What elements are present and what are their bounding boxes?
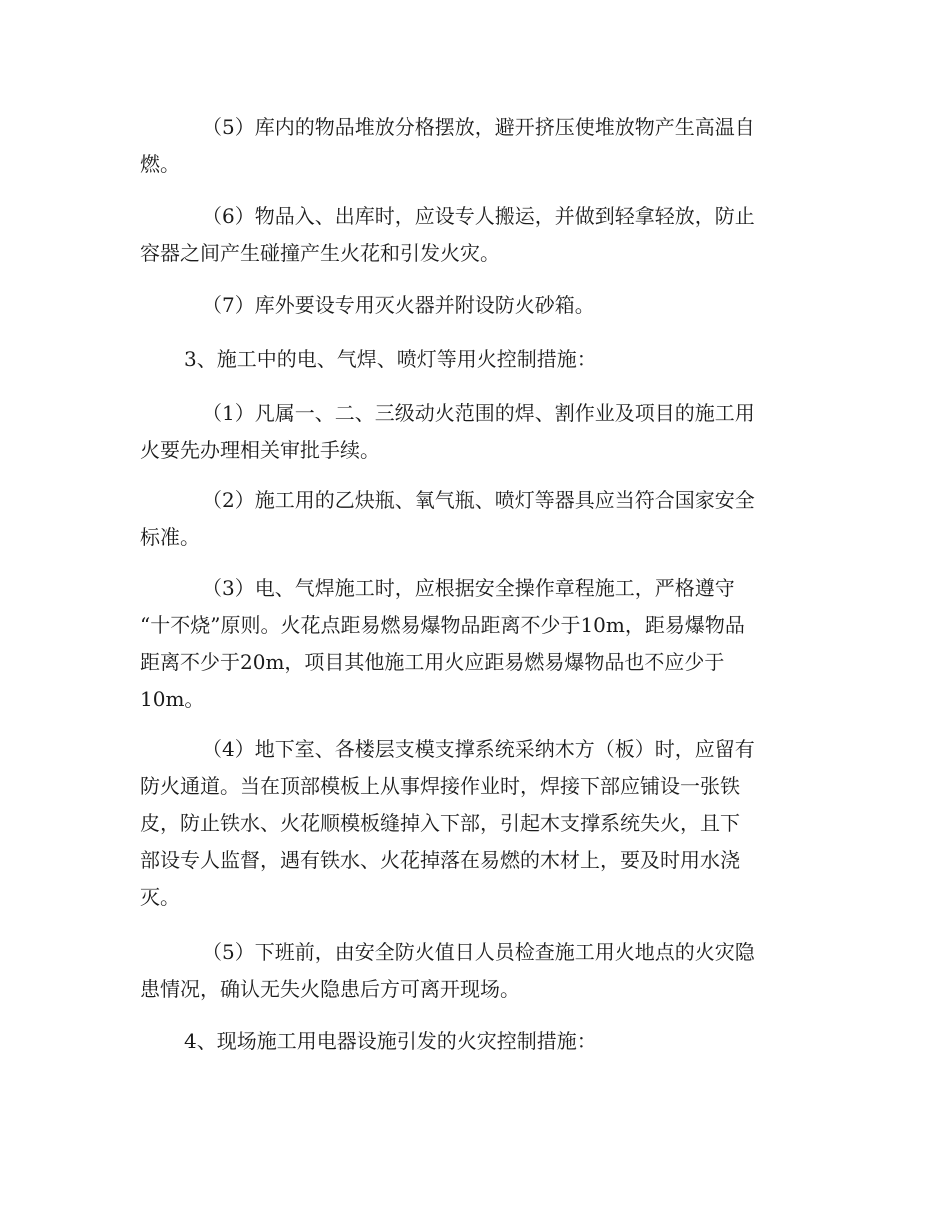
text-line: “十不烧”原则。火花点距易燃易爆物品距离不少于10m，距易爆物品	[140, 613, 745, 637]
text-line: 距离不少于20m，项目其他施工用火应距易燃易爆物品也不应少于	[140, 650, 725, 674]
text-line: （7）库外要设专用灭火器并附设防火砂箱。	[202, 293, 595, 317]
text-line: （5）下班前，由安全防火值日人员检查施工用火地点的火灾隐	[202, 940, 755, 964]
text-line: （6）物品入、出库时，应设专人搬运，并做到轻拿轻放，防止	[202, 204, 755, 228]
text-line: 防火通道。当在顶部模板上从事焊接作业时，焊接下部应铺设一张铁	[140, 774, 740, 798]
paragraph-welding-1	[140, 395, 810, 469]
section-heading-3	[140, 341, 810, 378]
text-line: 容器之间产生碰撞产生火花和引发火灾。	[140, 241, 500, 265]
text-line: （3）电、气焊施工时，应根据安全操作章程施工，严格遵守	[202, 576, 735, 600]
paragraph-welding-2	[140, 482, 810, 556]
text-line: （1）凡属一、二、三级动火范围的焊、割作业及项目的施工用	[202, 401, 755, 425]
section-heading-4	[140, 1023, 810, 1060]
text-line: 患情况，确认无失火隐患后方可离开现场。	[140, 977, 520, 1001]
heading-text: 4、现场施工用电器设施引发的火灾控制措施：	[184, 1029, 597, 1053]
text-line: 燃。	[140, 152, 180, 176]
paragraph-welding-5	[140, 934, 810, 1008]
text-line: （2）施工用的乙炔瓶、氧气瓶、喷灯等器具应当符合国家安全	[202, 488, 755, 512]
heading-text: 3、施工中的电、气焊、喷灯等用火控制措施：	[184, 347, 597, 371]
text-line: 部设专人监督，遇有铁水、火花掉落在易燃的木材上，要及时用水浇	[140, 848, 740, 872]
text-line: （5）库内的物品堆放分格摆放，避开挤压使堆放物产生高温自	[202, 115, 755, 139]
text-line: 10m。	[140, 687, 205, 711]
text-line: 皮，防止铁水、火花顺模板缝掉入下部，引起木支撑系统失火，且下	[140, 811, 740, 835]
text-line: 标准。	[140, 525, 200, 549]
paragraph-storage-5	[140, 109, 810, 183]
text-line: （4）地下室、各楼层支模支撑系统采纳木方（板）时，应留有	[202, 737, 755, 761]
text-line: 火要先办理相关审批手续。	[140, 438, 380, 462]
paragraph-storage-7	[140, 287, 810, 324]
paragraph-welding-4	[140, 731, 810, 916]
paragraph-welding-3	[140, 570, 810, 718]
paragraph-storage-6	[140, 198, 810, 272]
text-line: 灭。	[140, 885, 180, 909]
